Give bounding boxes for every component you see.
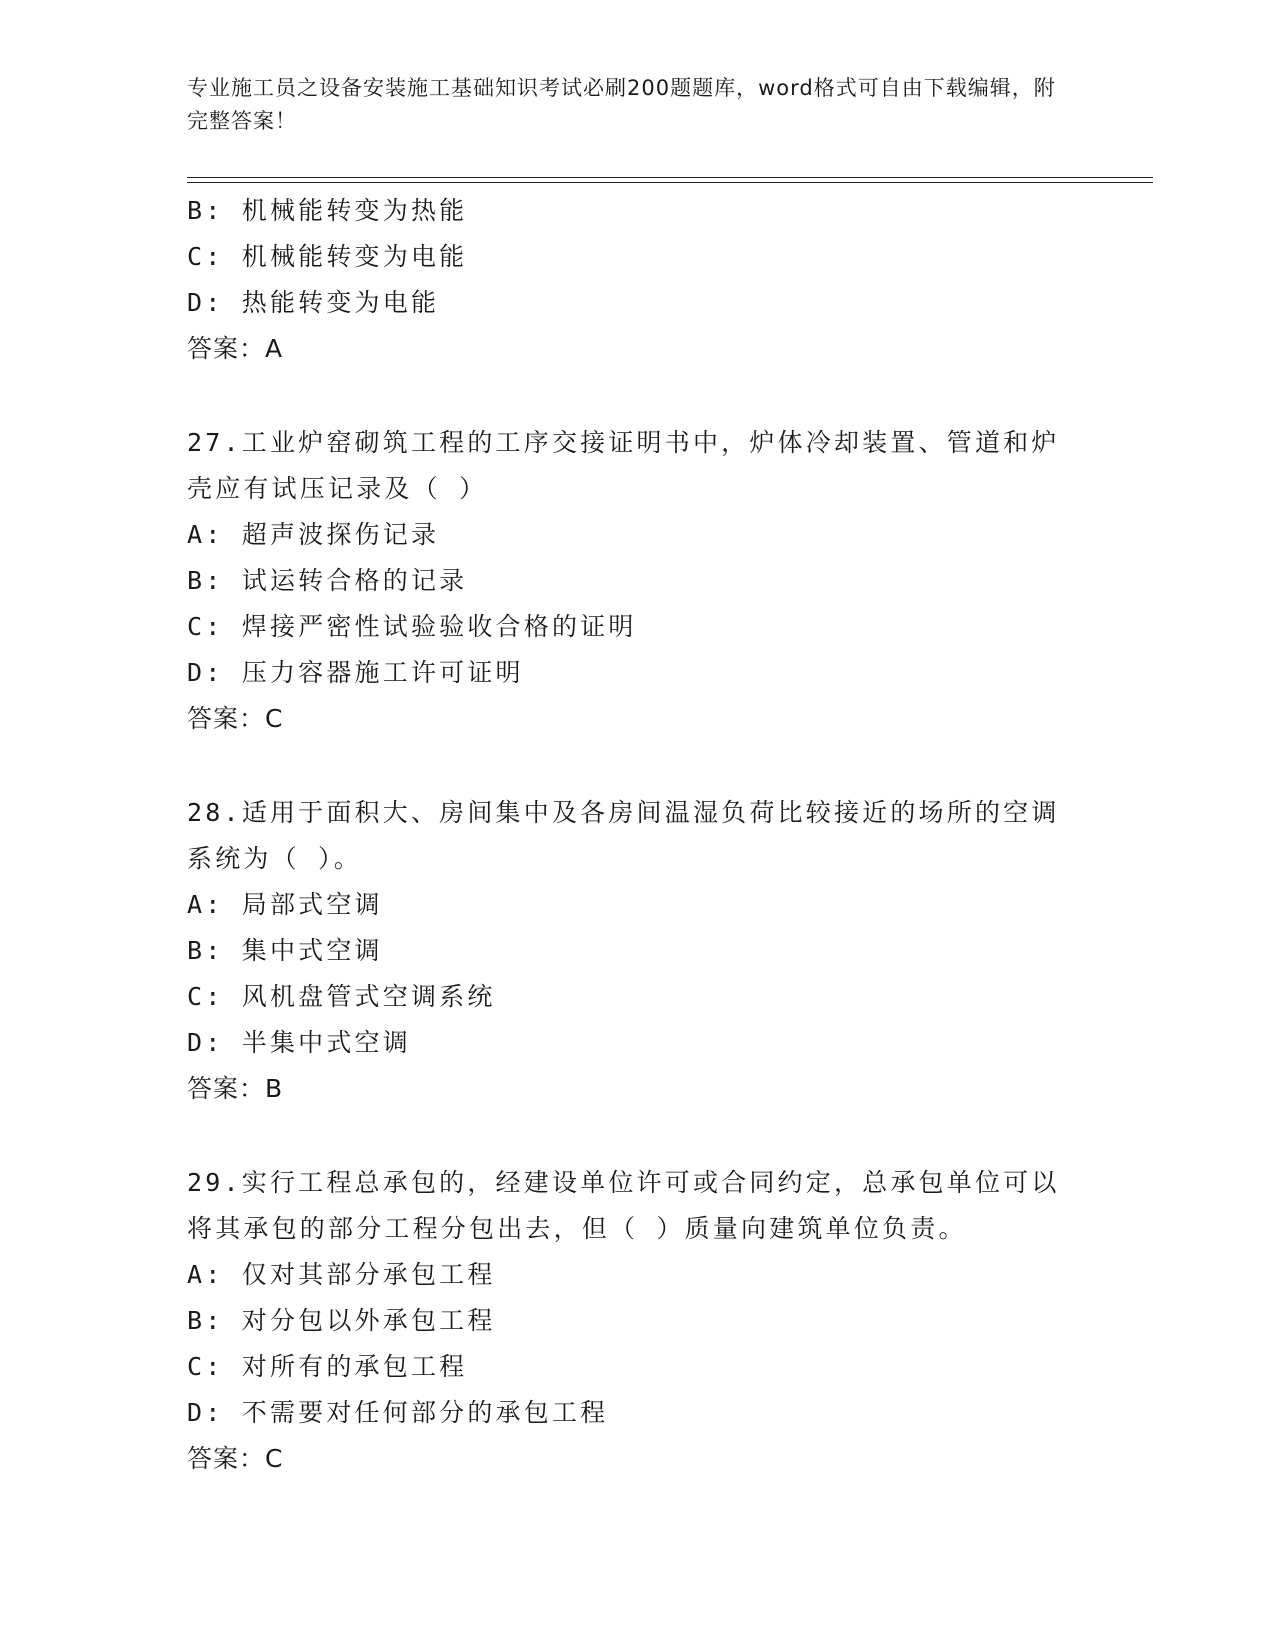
- option-c: C: 机械能转变为电能: [187, 242, 468, 271]
- option-d: D: 热能转变为电能: [187, 288, 440, 317]
- option-b: B: 试运转合格的记录: [187, 566, 468, 595]
- question-text: 28.适用于面积大、房间集中及各房间温湿负荷比较接近的场所的空调系统为（ ）。: [187, 798, 1060, 873]
- option-c: C: 焊接严密性试验验收合格的证明: [187, 612, 637, 641]
- question-28: [187, 790, 1087, 1112]
- question-list: [187, 188, 1087, 1482]
- header-divider-bottom: [187, 182, 1153, 183]
- option-c: C: 风机盘管式空调系统: [187, 982, 496, 1011]
- answer-line: 答案：A: [187, 334, 284, 363]
- partial-question-26: [187, 188, 1087, 372]
- question-text: 29.实行工程总承包的，经建设单位许可或合同约定，总承包单位可以将其承包的部分工程分包出去，但（ ）质量向建筑单位负责。: [187, 1168, 1060, 1243]
- answer-line: 答案：C: [187, 704, 284, 733]
- document-header: 专业施工员之设备安装施工基础知识考试必刷200题题库，word格式可自由下载编辑，附完整答案！: [187, 76, 1056, 133]
- header-divider-top: [187, 177, 1153, 178]
- question-text: 27.工业炉窑砌筑工程的工序交接证明书中，炉体冷却装置、管道和炉壳应有试压记录及（ ）: [187, 428, 1060, 503]
- answer-line: 答案：C: [187, 1444, 284, 1473]
- option-c: C: 对所有的承包工程: [187, 1352, 468, 1381]
- option-a: A: 超声波探伤记录: [187, 520, 440, 549]
- option-b: B: 对分包以外承包工程: [187, 1306, 496, 1335]
- question-29: [187, 1160, 1087, 1482]
- option-a: A: 局部式空调: [187, 890, 383, 919]
- option-b: B: 机械能转变为热能: [187, 196, 468, 225]
- option-b: B: 集中式空调: [187, 936, 383, 965]
- option-a: A: 仅对其部分承包工程: [187, 1260, 496, 1289]
- question-27: [187, 420, 1087, 742]
- option-d: D: 压力容器施工许可证明: [187, 658, 524, 687]
- option-d: D: 不需要对任何部分的承包工程: [187, 1398, 609, 1427]
- answer-line: 答案：B: [187, 1074, 284, 1103]
- option-d: D: 半集中式空调: [187, 1028, 411, 1057]
